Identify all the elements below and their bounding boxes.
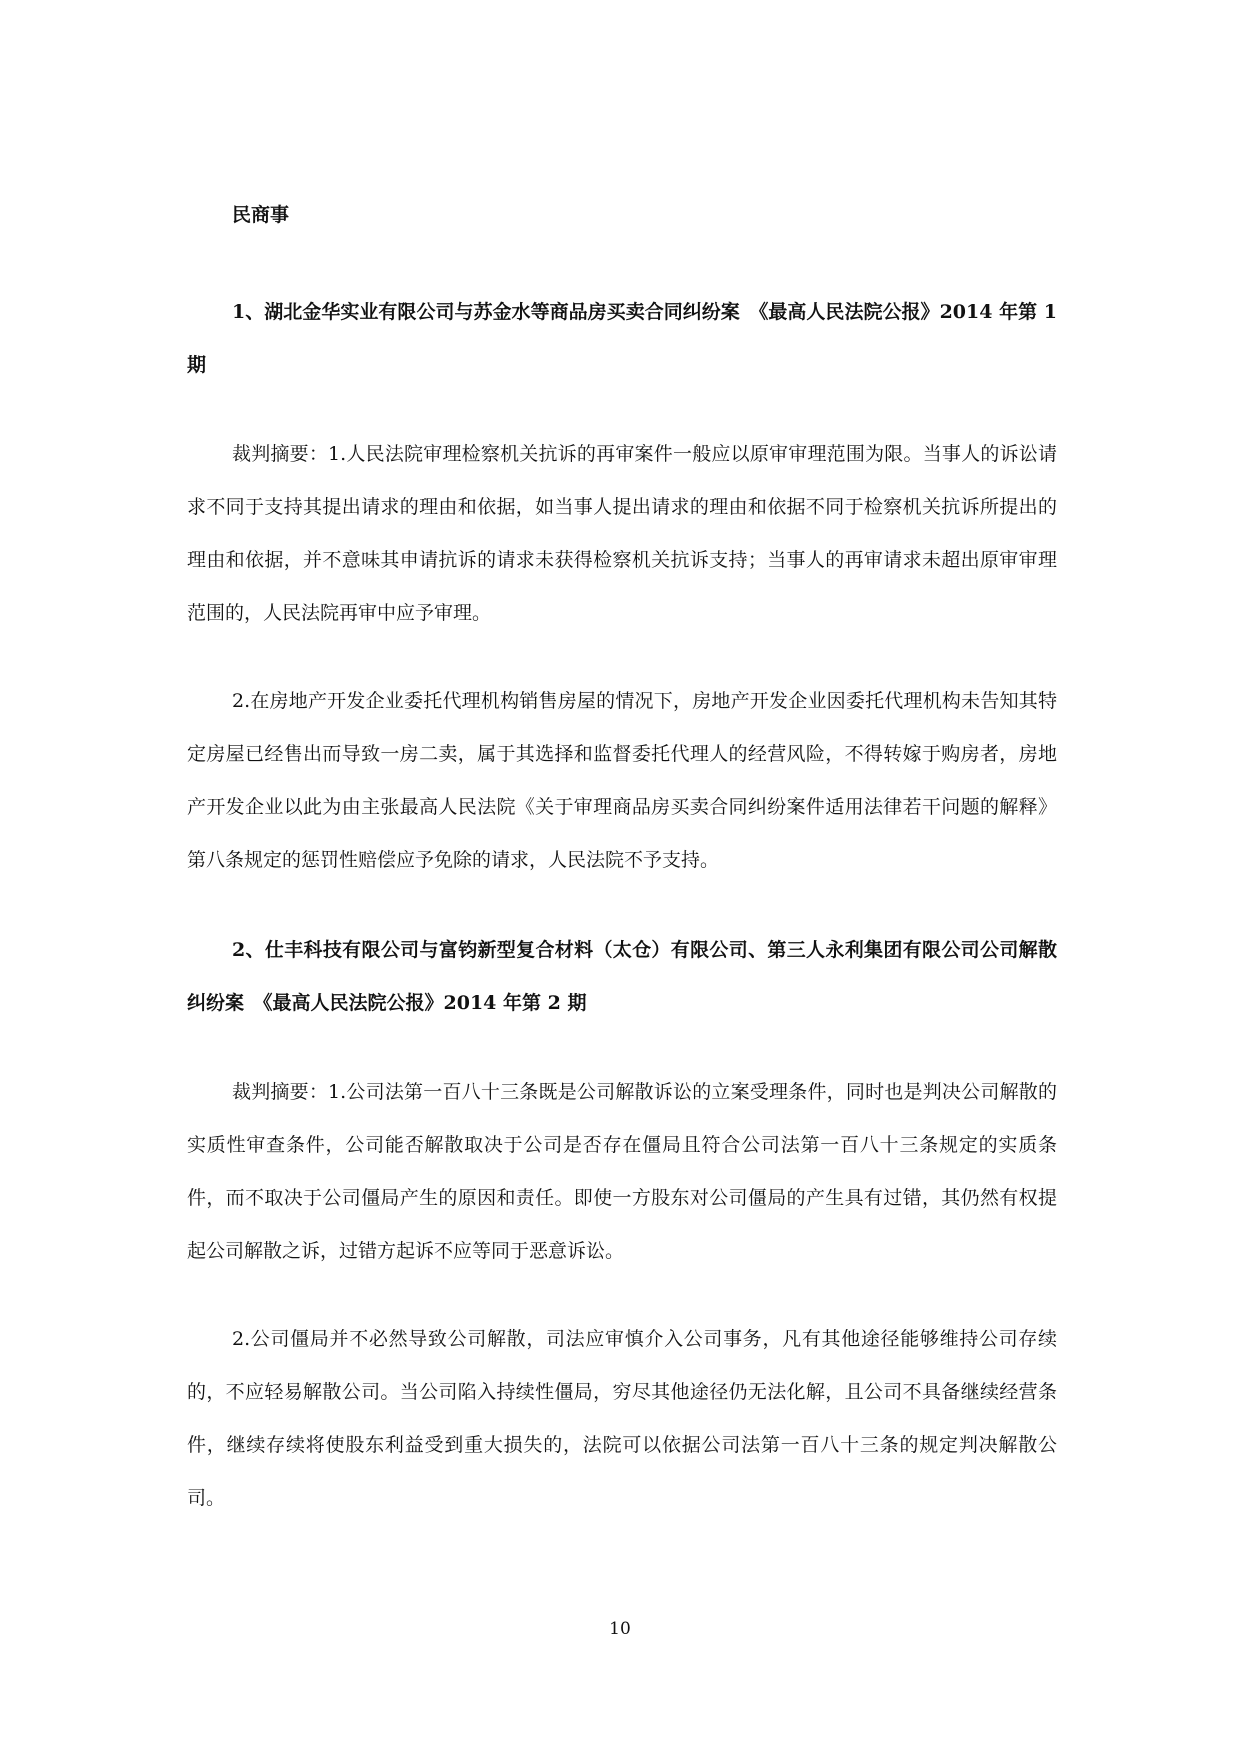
case-block (187, 286, 1057, 887)
case-summary-paragraph: 裁判摘要：1.人民法院审理检察机关抗诉的再审案件一般应以原审审理范围为限。当事人的诉讼请求不同于支持其提出请求的理由和依据，如当事人提出请求的理由和依据不同于检察机关抗诉所提出的理由和依据，并不意味其申请抗诉的请求未获得检察机关抗诉支持；当事人的再审请求未超出原审审理范围的，人民法院再审中应予审理。 (187, 443, 1057, 624)
case-heading: 2、仕丰科技有限公司与富钧新型复合材料（太仓）有限公司、第三人永利集团有限公司公司解散纠纷案 《最高人民法院公报》2014 年第 2 期 (187, 939, 1057, 1014)
page-content (187, 203, 1057, 1525)
case-summary-paragraph: 裁判摘要：1.公司法第一百八十三条既是公司解散诉讼的立案受理条件，同时也是判决公司解散的实质性审查条件，公司能否解散取决于公司是否存在僵局且符合公司法第一百八十三条规定的实质条件，而不取决于公司僵局产生的原因和责任。即使一方股东对公司僵局的产生具有过错，其仍然有权提起公司解散之诉，过错方起诉不应等同于恶意诉讼。 (187, 1081, 1057, 1262)
page-number: 10 (609, 1619, 631, 1639)
case-summary-paragraph: 2.公司僵局并不必然导致公司解散，司法应审慎介入公司事务，凡有其他途径能够维持公司存续的，不应轻易解散公司。当公司陷入持续性僵局，穷尽其他途径仍无法化解，且公司不具备继续经营条件，继续存续将使股东利益受到重大损失的，法院可以依据公司法第一百八十三条的规定判决解散公司。 (187, 1328, 1057, 1509)
case-block (187, 924, 1057, 1525)
case-heading: 1、湖北金华实业有限公司与苏金水等商品房买卖合同纠纷案 《最高人民法院公报》2014 年第 1 期 (187, 301, 1057, 376)
case-summary-paragraph: 2.在房地产开发企业委托代理机构销售房屋的情况下，房地产开发企业因委托代理机构未告知其特定房屋已经售出而导致一房二卖，属于其选择和监督委托代理人的经营风险，不得转嫁于购房者，房地产开发企业以此为由主张最高人民法院《关于审理商品房买卖合同纠纷案件适用法律若干问题的解释》第八条规定的惩罚性赔偿应予免除的请求，人民法院不予支持。 (187, 690, 1057, 871)
section-title: 民商事 (232, 204, 290, 226)
